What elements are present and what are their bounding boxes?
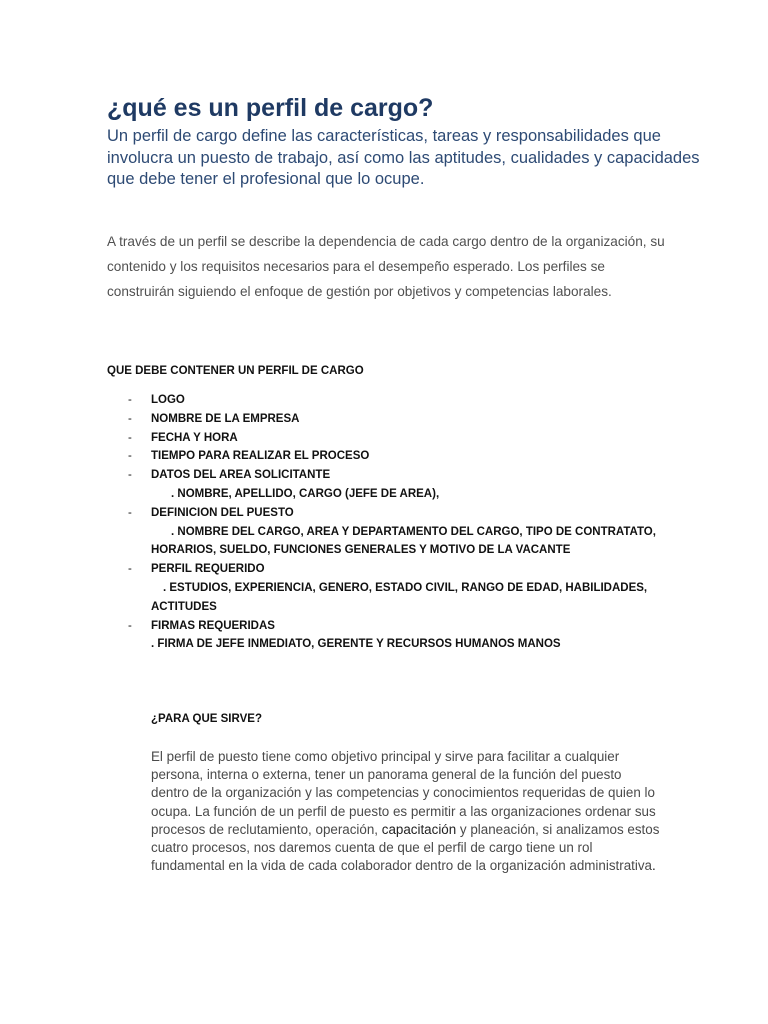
list-item	[125, 391, 685, 410]
list-item	[125, 447, 685, 466]
list-item-label: DATOS DEL AREA SOLICITANTE	[151, 469, 331, 482]
intro-paragraph: A través de un perfil se describe la dependencia de cada cargo dentro de la organización, su contenido y los requisitos necesarios para el desempeño esperado. Los perfiles se construirán siguiendo el enfoque de gestión por objetivos y competencias laborales.	[107, 234, 665, 299]
list-item	[125, 617, 685, 655]
list-item-label: TIEMPO PARA REALIZAR EL PROCESO	[151, 450, 370, 463]
list-item-label: LOGO	[151, 394, 185, 406]
section-heading: QUE DEBE CONTENER UN PERFIL DE CARGO	[107, 365, 364, 377]
list-item	[125, 560, 685, 616]
para-body-text-1: El perfil de puesto tiene como objetivo principal y sirve para facilitar a cualquier persona, interna o externa, tener un panorama general de la función del puesto dentro de la organización y las competencias y conocimientos requeridas de quien lo ocupa. La función de un perfil de puesto es permitir a las organizaciones ordenar sus procesos de reclutamiento, operación,	[151, 749, 656, 837]
bullet-dash: -	[128, 469, 132, 482]
para-body-period: .	[651, 858, 656, 874]
para-heading: ¿PARA QUE SIRVE?	[151, 713, 262, 725]
page-title: ¿qué es un perfil de cargo?	[107, 94, 434, 122]
page-subtitle: Un perfil de cargo define las características, tareas y responsabilidades que involucra un puesto de trabajo, así como las aptitudes, cualidades y capacidades que debe tener el profesional que lo ocupe.	[107, 127, 700, 188]
list-item	[125, 429, 685, 448]
list-item-detail: . ESTUDIOS, EXPERIENCIA, GENERO, ESTADO CIVIL, RANGO DE EDAD, HABILIDADES, ACTITUDES	[151, 581, 648, 613]
bullet-dash: -	[128, 563, 132, 576]
list-item-label: DEFINICION DEL PUESTO	[151, 506, 294, 519]
list-item	[125, 466, 685, 504]
bullet-dash: -	[128, 412, 132, 425]
list-item	[125, 410, 685, 429]
para-body	[151, 748, 663, 875]
capacitacion-term: capacitación	[381, 821, 457, 837]
list-item	[125, 504, 685, 560]
list-item-label: PERFIL REQUERIDO	[151, 563, 265, 576]
list-item-detail: . NOMBRE, APELLIDO, CARGO (JEFE DE AREA),	[171, 487, 440, 500]
bullet-dash: -	[128, 619, 132, 632]
list-item-label: FECHA Y HORA	[151, 431, 238, 444]
list-item-label: FIRMAS REQUERIDAS	[151, 619, 275, 632]
para-body-text-2: y planeación, si analizamos estos cuatro procesos, nos daremos cuenta de que el perfil de cargo tiene un rol fundamental en la vida de cada colaborador dentro de la organización administrativa	[151, 821, 660, 874]
list-item-detail: . NOMBRE DEL CARGO, AREA Y DEPARTAMENTO DEL CARGO, TIPO DE CONTRATATO, HORARIOS, SUELDO, FUNCIONES GENERALES Y MOTIVO DE LA VACANTE	[151, 525, 656, 557]
bullet-dash: -	[128, 506, 132, 519]
requirements-list	[125, 391, 685, 654]
list-item-detail: . FIRMA DE JEFE INMEDIATO, GERENTE Y RECURSOS HUMANOS MANOS	[151, 638, 561, 651]
bullet-dash: -	[128, 431, 132, 444]
bullet-dash: -	[128, 394, 132, 406]
bullet-dash: -	[128, 450, 132, 463]
list-item-label: NOMBRE DE LA EMPRESA	[151, 412, 300, 425]
